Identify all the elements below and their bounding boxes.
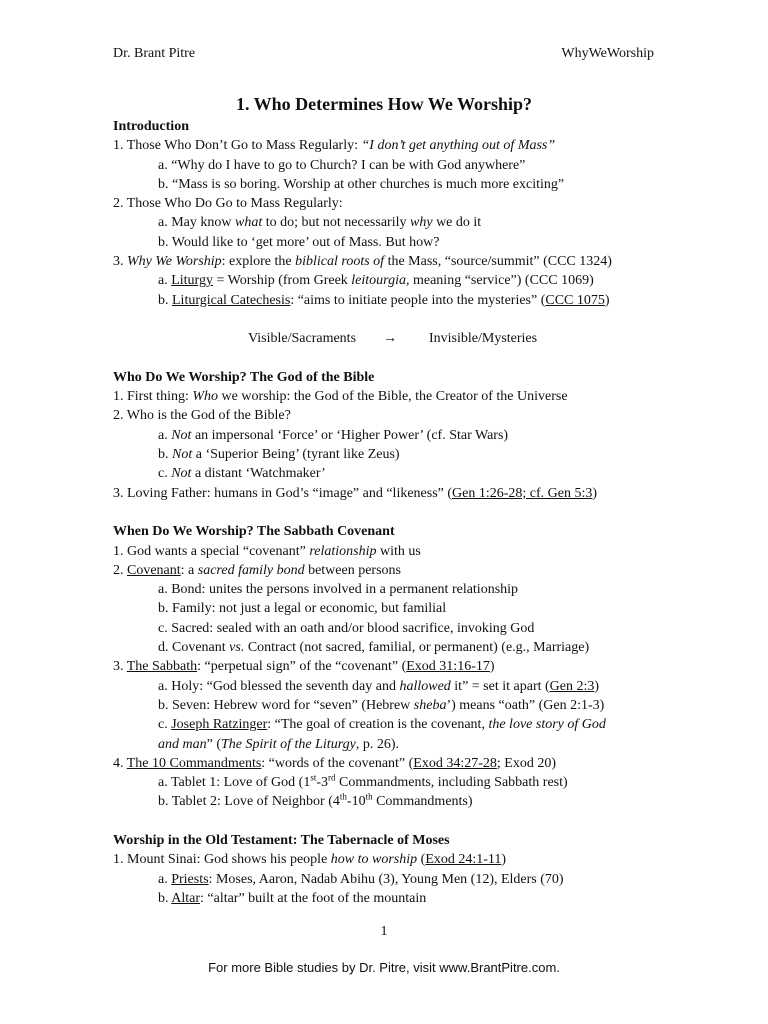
text: : explore the xyxy=(221,254,296,270)
text: -10 xyxy=(346,794,366,810)
text: 4. xyxy=(113,755,127,771)
list-item: a. Bond: unites the persons involved in a permanent relationship xyxy=(158,582,519,598)
underlined-term: The Sabbath xyxy=(126,659,198,675)
page-title: 1. Who Determines How We Worship? xyxy=(235,94,532,114)
quote-text: “I don’t get anything out of Mass” xyxy=(361,138,556,154)
text: 1. Mount Sinai: God shows his people xyxy=(113,852,331,868)
text: : “words of the covenant” ( xyxy=(261,755,414,771)
text: c. xyxy=(158,466,172,482)
text: a distant ‘Watchmaker’ xyxy=(191,466,326,482)
text: ) xyxy=(489,659,495,675)
emphasis: Not xyxy=(171,466,192,482)
section-heading-when: When Do We Worship? The Sabbath Covenant xyxy=(113,524,395,540)
text: ) xyxy=(592,485,598,501)
text: ) xyxy=(501,852,507,868)
underlined-term: Liturgical Catechesis xyxy=(172,292,291,308)
list-item xyxy=(113,696,658,715)
list-item: b. Family: not just a legal or economic, but familial xyxy=(158,601,447,617)
text: ) xyxy=(594,678,600,694)
list-item xyxy=(113,850,658,869)
page-number: 1 xyxy=(380,924,388,939)
emphasis: sheba xyxy=(413,697,447,713)
visible-invisible-row xyxy=(113,329,658,348)
emphasis: relationship xyxy=(309,543,377,559)
text: Commandments, including Sabbath rest) xyxy=(335,775,568,791)
list-item: b. “Mass is so boring. Worship at other churches is much more exciting” xyxy=(158,176,565,192)
text: 3. Loving Father: humans in God’s “image” and “likeness” ( xyxy=(113,485,453,501)
emphasis: Who xyxy=(192,389,219,405)
underlined-term: Covenant xyxy=(127,562,181,578)
text: ) xyxy=(604,292,610,308)
emphasis: biblical roots of xyxy=(295,254,385,270)
list-item xyxy=(113,213,658,232)
list-item xyxy=(113,484,658,503)
text: 1. First thing: xyxy=(113,389,193,405)
header-series: WhyWeWorship xyxy=(561,46,654,61)
text: a ‘Superior Being’ (tyrant like Zeus) xyxy=(192,447,400,463)
list-item xyxy=(113,792,658,811)
text: = Worship (from Greek xyxy=(212,273,352,289)
underlined-term: Altar xyxy=(171,890,200,906)
visible-label: Visible/Sacraments xyxy=(248,331,357,347)
list-item xyxy=(113,464,658,483)
list-item: a. “Why do I have to go to Church? I can be with God anywhere” xyxy=(158,157,526,173)
text: the Mass, “source/summit” (CCC 1324) xyxy=(384,254,612,270)
underlined-term: The 10 Commandments xyxy=(126,755,262,771)
text: -3 xyxy=(316,775,329,791)
text: b. Seven: Hebrew word for “seven” (Hebrew xyxy=(158,697,414,713)
invisible-label: Invisible/Mysteries xyxy=(429,331,538,347)
underlined-term: Joseph Ratzinger xyxy=(171,717,268,733)
text: : “perpetual sign” of the “covenant” ( xyxy=(197,659,407,675)
text: we do it xyxy=(432,215,482,231)
text: , p. 26). xyxy=(355,736,400,752)
text: Commandments) xyxy=(372,794,473,810)
emphasis: the love story of God xyxy=(488,717,606,733)
superscript: th xyxy=(339,791,347,802)
text: ” ( xyxy=(206,736,222,752)
section-heading-introduction: Introduction xyxy=(113,119,189,134)
text: 3. xyxy=(113,659,127,675)
footer-note: For more Bible studies by Dr. Pitre, visit www.BrantPitre.com. xyxy=(208,960,560,975)
section-heading-old-testament: Worship in the Old Testament: The Tabernacle of Moses xyxy=(113,832,450,848)
text: b. xyxy=(158,890,172,906)
list-item xyxy=(113,889,658,908)
text: : “The goal of creation is the covenant, xyxy=(267,717,489,733)
text: : Moses, Aaron, Nadab Abihu (3), Young Men (12), Elders (70) xyxy=(208,871,564,887)
text: an impersonal ‘Force’ or ‘Higher Power’ (cf. Star Wars) xyxy=(191,427,509,443)
list-item xyxy=(113,677,658,696)
emphasis: vs. xyxy=(229,640,245,656)
text: we worship: the God of the Bible, the Creator of the Universe xyxy=(218,389,568,405)
text: ( xyxy=(417,852,426,868)
text: a. May know xyxy=(158,215,235,231)
text: : a xyxy=(180,562,198,578)
list-item xyxy=(113,136,658,155)
text: 1. Those Who Don’t Go to Mass Regularly: xyxy=(113,138,362,154)
text: d. Covenant xyxy=(158,640,230,656)
text: a. Tablet 1: Love of God (1 xyxy=(158,775,311,791)
text: 3. xyxy=(113,254,127,270)
emphasis: Why We Worship xyxy=(127,254,222,270)
text: it” = set it apart ( xyxy=(450,678,550,694)
underlined-term: Priests xyxy=(171,871,209,887)
text: , meaning “service”) (CCC 1069) xyxy=(405,273,594,289)
text: : “altar” built at the foot of the mountain xyxy=(200,890,427,906)
list-item xyxy=(113,870,658,889)
list-item: 2. Those Who Do Go to Mass Regularly: xyxy=(113,196,343,212)
reference-link[interactable]: CCC 1075 xyxy=(545,292,605,308)
list-item xyxy=(113,542,658,561)
text: between persons xyxy=(304,562,401,578)
reference-link[interactable]: Gen 1:26-28; cf. Gen 5:3 xyxy=(452,485,593,501)
text: a. xyxy=(158,427,172,443)
emphasis: hallowed xyxy=(399,678,451,694)
header-author: Dr. Brant Pitre xyxy=(113,46,196,61)
superscript: rd xyxy=(328,772,336,783)
list-item xyxy=(113,754,658,773)
list-item xyxy=(113,387,658,406)
emphasis: Not xyxy=(172,447,193,463)
list-item: 2. Who is the God of the Bible? xyxy=(113,408,291,424)
text: b. Tablet 2: Love of Neighbor (4 xyxy=(158,794,340,810)
text: a. Holy: “God blessed the seventh day and xyxy=(158,678,400,694)
list-item: c. Sacred: sealed with an oath and/or blood sacrifice, invoking God xyxy=(158,620,535,636)
emphasis: leitourgia xyxy=(351,273,406,289)
text: ; Exod 20) xyxy=(496,755,557,771)
list-item xyxy=(113,291,658,310)
section-heading-who: Who Do We Worship? The God of the Bible xyxy=(113,369,375,385)
emphasis: sacred family bond xyxy=(197,562,305,578)
list-item xyxy=(113,657,658,676)
arrow-icon: → xyxy=(383,331,397,347)
superscript: st xyxy=(310,772,317,783)
text: a. xyxy=(158,273,172,289)
text: 1. God wants a special “covenant” xyxy=(113,543,310,559)
reference-link[interactable]: Exod 31:16-17 xyxy=(406,659,490,675)
reference-link[interactable]: Exod 24:1-11 xyxy=(425,852,502,868)
list-item-continuation xyxy=(113,735,658,754)
list-item xyxy=(113,271,658,290)
text: with us xyxy=(376,543,421,559)
list-item: b. Would like to ‘get more’ out of Mass. But how? xyxy=(158,234,440,250)
list-item xyxy=(113,426,658,445)
superscript: th xyxy=(365,791,373,802)
document-body xyxy=(113,117,658,908)
text: a. xyxy=(158,871,172,887)
list-item xyxy=(113,715,658,734)
list-item xyxy=(113,252,658,271)
list-item xyxy=(113,561,658,580)
text: to do; but not necessarily xyxy=(262,215,410,231)
book-title: The Spirit of the Liturgy xyxy=(221,736,356,752)
text: b. xyxy=(158,292,172,308)
underlined-term: Liturgy xyxy=(171,273,213,289)
emphasis: Not xyxy=(171,427,192,443)
list-item xyxy=(113,773,658,792)
text: 2. xyxy=(113,562,127,578)
reference-link[interactable]: Gen 2:3 xyxy=(549,678,595,694)
emphasis: how to worship xyxy=(330,852,418,868)
reference-link[interactable]: Exod 34:27-28 xyxy=(413,755,497,771)
text: c. xyxy=(158,717,172,733)
emphasis: and man xyxy=(158,736,207,752)
list-item xyxy=(113,445,658,464)
list-item xyxy=(113,638,658,657)
text: b. xyxy=(158,447,172,463)
text: Contract (not sacred, familial, or permanent) (e.g., Marriage) xyxy=(244,640,590,656)
emphasis: what xyxy=(235,215,263,231)
emphasis: why xyxy=(410,215,433,231)
text: ’) means “oath” (Gen 2:1-3) xyxy=(446,697,605,713)
text: : “aims to initiate people into the mysteries” ( xyxy=(290,292,546,308)
